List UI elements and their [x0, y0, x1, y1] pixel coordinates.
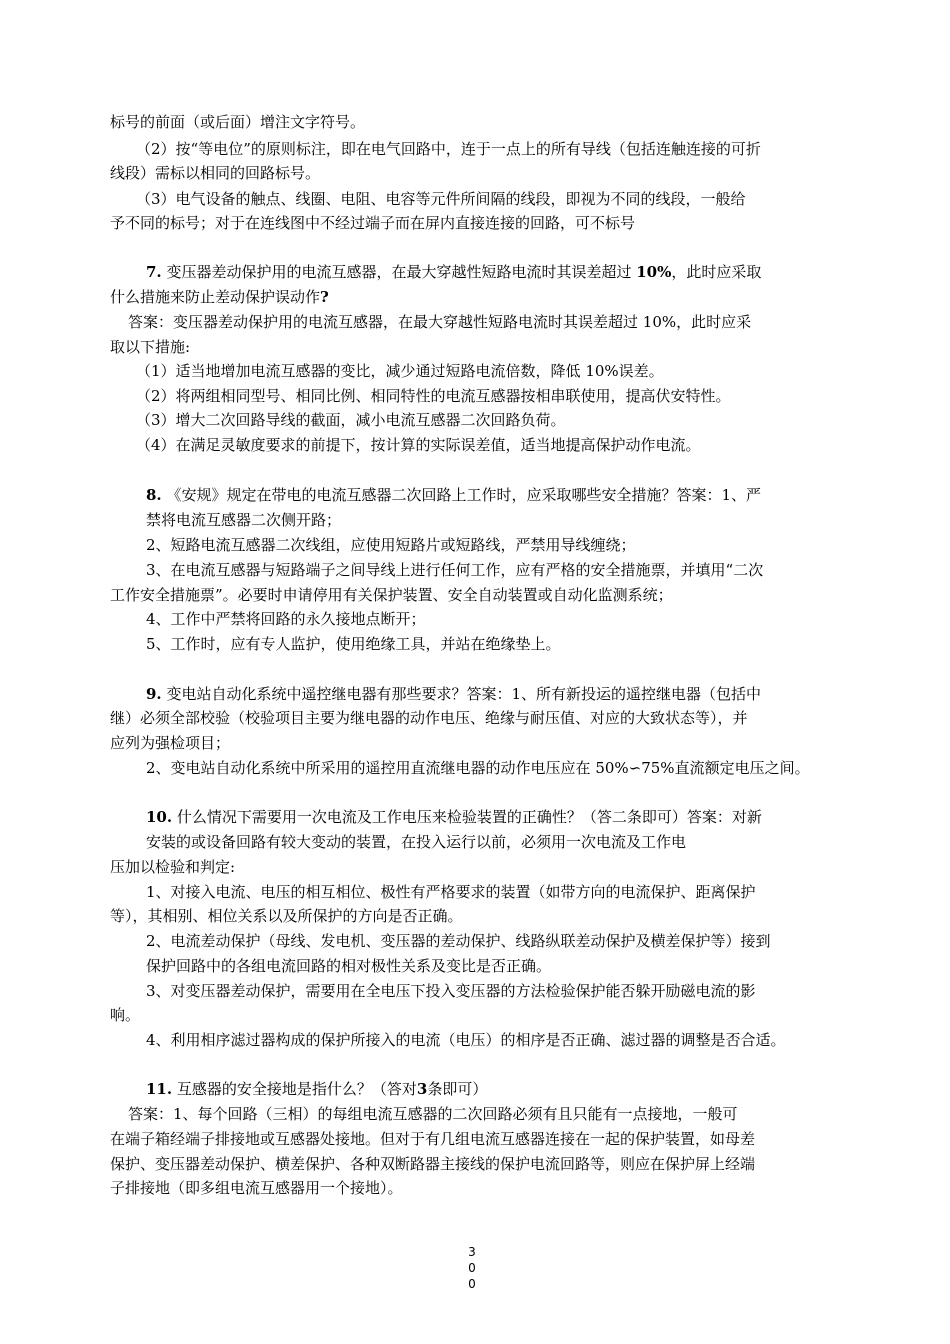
page-number-digit: 0 [468, 1261, 476, 1275]
question-8-title: 8. 《安规》规定在带电的电流互感器二次回路上工作时，应采取哪些安全措施？答案：1、严 [146, 486, 762, 504]
text-line: 标号的前面（或后面）增注文字符号。 [110, 113, 366, 131]
answer-line: 保护回路中的各组电流回路的相对极性关系及变比是否正确。 [146, 957, 552, 975]
text-line: 线段）需标以相同的回路标号。 [110, 164, 321, 182]
answer-line: 应列为强检项目； [110, 734, 231, 752]
question-7-title: 7. 变压器差动保护用的电流互感器，在最大穿越性短路电流时其误差超过 10%，此时应采取 [146, 263, 762, 281]
answer-line: 2、电流差动保护（母线、发电机、变压器的差动保护、线路纵联差动保护及横差保护等）接到 [146, 932, 771, 950]
answer-line: 4、工作中严禁将回路的永久接地点断开； [146, 610, 426, 628]
question-number: 10. [146, 808, 173, 826]
page-number-digit: 0 [468, 1277, 476, 1291]
answer-line: 子排接地（即多组电流互感器用一个接地）。 [110, 1179, 403, 1197]
question-7-title-cont: 什么措施来防止差动保护误动作? [110, 288, 329, 306]
answer-line: 禁将电流互感器二次侧开路； [146, 511, 342, 529]
answer-line: （4）在满足灵敏度要求的前提下，按计算的实际误差值，适当地提高保护动作电流。 [136, 436, 701, 454]
answer-line: 5、工作时，应有专人监护，使用绝缘工具，并站在绝缘垫上。 [146, 635, 561, 653]
answer-line: 2、变电站自动化系统中所采用的遥控用直流继电器的动作电压应在 50%∽75%直流额定电压之间。 [146, 759, 810, 777]
answer-line: 响。 [110, 1006, 141, 1024]
question-number: 9. [146, 685, 162, 703]
question-number: 7. [146, 263, 162, 281]
answer-line: 2、短路电流互感器二次线组，应使用短路片或短路线，严禁用导线缠绕； [146, 536, 636, 554]
answer-line: （1）适当地增加电流互感器的变比，减少通过短路电流倍数，降低 10%误差。 [136, 362, 664, 380]
text-line: （3）电气设备的触点、线圈、电阻、电容等元件所间隔的线段，即视为不同的线段，一般给 [136, 190, 746, 208]
answer-line: 等），其相别、相位关系以及所保护的方向是否正确。 [110, 907, 463, 925]
answer-line: 1、对接入电流、电压的相互相位、极性有严格要求的装置（如带方向的电流保护、距离保护 [146, 883, 756, 901]
text-line: （2）按“等电位”的原则标注，即在电气回路中，连于一点上的所有导线（包括连触连接的可折 [136, 140, 761, 158]
answer-line: 答案：变压器差动保护用的电流互感器，在最大穿越性短路电流时其误差超过 10%，此时应采 [128, 313, 752, 331]
answer-line: 继）必须全部校验（校验项目主要为继电器的动作电压、绝缘与耐压值、对应的大致状态等），并 [110, 709, 748, 727]
answer-line: （3）增大二次回路导线的截面，减小电流互感器二次回路负荷。 [136, 411, 566, 429]
answer-line: 答案：1、每个回路（三相）的每组电流互感器的二次回路必须有且只能有一点接地，一般可 [128, 1105, 738, 1123]
answer-line: 在端子箱经端子排接地或互感器处接地。但对于有几组电流互感器连接在一起的保护装置，如母差 [110, 1130, 756, 1148]
question-10-title: 10. 什么情况下需要用一次电流及工作电压来检验装置的正确性？（答二条即可）答案：对新 [146, 808, 762, 826]
answer-line: 工作安全措施票”。必要时申请停用有关保护装置、安全自动装置或自动化监测系统； [110, 586, 673, 604]
page-number-digit: 3 [468, 1245, 476, 1259]
answer-line: 保护、变压器差动保护、横差保护、各种双断路器主接线的保护电流回路等，则应在保护屏上经端 [110, 1155, 756, 1173]
answer-line: 压加以检验和判定: [110, 858, 236, 876]
answer-line: 3、对变压器差动保护，需要用在全电压下投入变压器的方法检验保护能否躲开励磁电流的影 [146, 982, 756, 1000]
answer-line: （2）将两组相同型号、相同比例、相同特性的电流互感器按相串联使用，提高伏安特性。 [136, 387, 731, 405]
question-9-title: 9. 变电站自动化系统中遥控继电器有那些要求？答案：1、所有新投运的遥控继电器（包括中 [146, 685, 762, 703]
question-11-title: 11. 互感器的安全接地是指什么？（答对3条即可） [146, 1080, 488, 1098]
answer-line: 取以下措施: [110, 338, 191, 356]
answer-line: 4、利用相序滤过器构成的保护所接入的电流（电压）的相序是否正确、滤过器的调整是否合适。 [146, 1031, 786, 1049]
question-number: 11. [146, 1080, 173, 1098]
answer-line: 3、在电流互感器与短路端子之间导线上进行任何工作，应有严格的安全措施票，并填用“二次 [146, 561, 764, 579]
answer-line: 安装的或设备回路有较大变动的装置，在投入运行以前，必须用一次电流及工作电 [146, 833, 687, 851]
question-number: 8. [146, 486, 162, 504]
text-line: 予不同的标号；对于在连线图中不经过端子而在屏内直接连接的回路，可不标号 [110, 214, 636, 232]
